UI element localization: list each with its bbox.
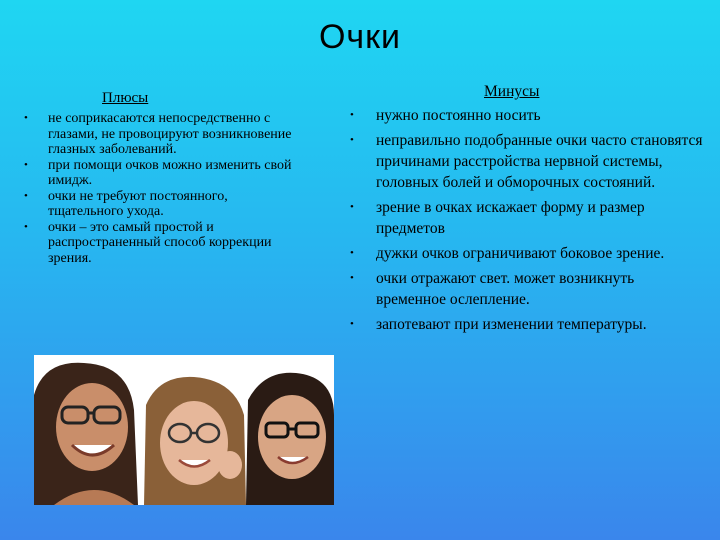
cons-list <box>346 105 708 335</box>
list-item <box>346 105 708 126</box>
list-item-text: не соприкасаются непосредственно с глазами, не провоцируют возникновение глазных заболеваний. <box>48 111 292 157</box>
cons-column <box>346 83 708 339</box>
bullet-icon: • <box>350 247 354 259</box>
cons-heading: Минусы <box>484 83 540 100</box>
pros-heading: Плюсы <box>102 90 149 106</box>
bullet-icon: • <box>350 272 354 284</box>
list-item <box>346 243 708 264</box>
list-item <box>22 111 292 158</box>
list-item <box>22 189 292 220</box>
list-item-text: запотевают при изменении температуры. <box>376 316 647 333</box>
list-item <box>346 314 708 335</box>
list-item-text: очки – это самый простой и распространенный способ коррекции зрения. <box>48 219 272 266</box>
bullet-icon: • <box>24 189 28 202</box>
list-item-text: зрение в очках искажает форму и размер предметов <box>376 199 645 237</box>
list-item-text: нужно постоянно носить <box>376 107 541 124</box>
bullet-icon: • <box>350 134 354 146</box>
woman-right <box>246 373 334 505</box>
list-item-text: при помощи очков можно изменить свой имидж. <box>48 157 292 188</box>
bullet-icon: • <box>350 109 354 121</box>
photo-three-women-glasses <box>34 355 334 505</box>
list-item <box>346 197 708 239</box>
list-item <box>346 268 708 310</box>
pros-list <box>22 111 292 266</box>
pros-column <box>22 90 292 266</box>
list-item <box>22 220 292 267</box>
photo-illustration <box>34 355 334 505</box>
list-item <box>346 130 708 193</box>
slide-title: Очки <box>318 18 402 56</box>
woman-middle <box>144 377 246 505</box>
bullet-icon: • <box>350 201 354 213</box>
list-item-text: очки отражают свет. может возникнуть временное ослепление. <box>376 270 635 308</box>
bullet-icon: • <box>24 220 28 233</box>
list-item <box>22 158 292 189</box>
woman-left <box>34 363 138 505</box>
bullet-icon: • <box>24 158 28 171</box>
bullet-icon: • <box>350 318 354 330</box>
bullet-icon: • <box>24 112 28 124</box>
list-item-text: очки не требуют постоянного, тщательного ухода. <box>48 188 228 219</box>
list-item-text: дужки очков ограничивают боковое зрение. <box>376 245 665 262</box>
list-item-text: неправильно подобранные очки часто становятся причинами расстройства нервной системы, головных болей и обморочных состояний. <box>376 132 703 191</box>
